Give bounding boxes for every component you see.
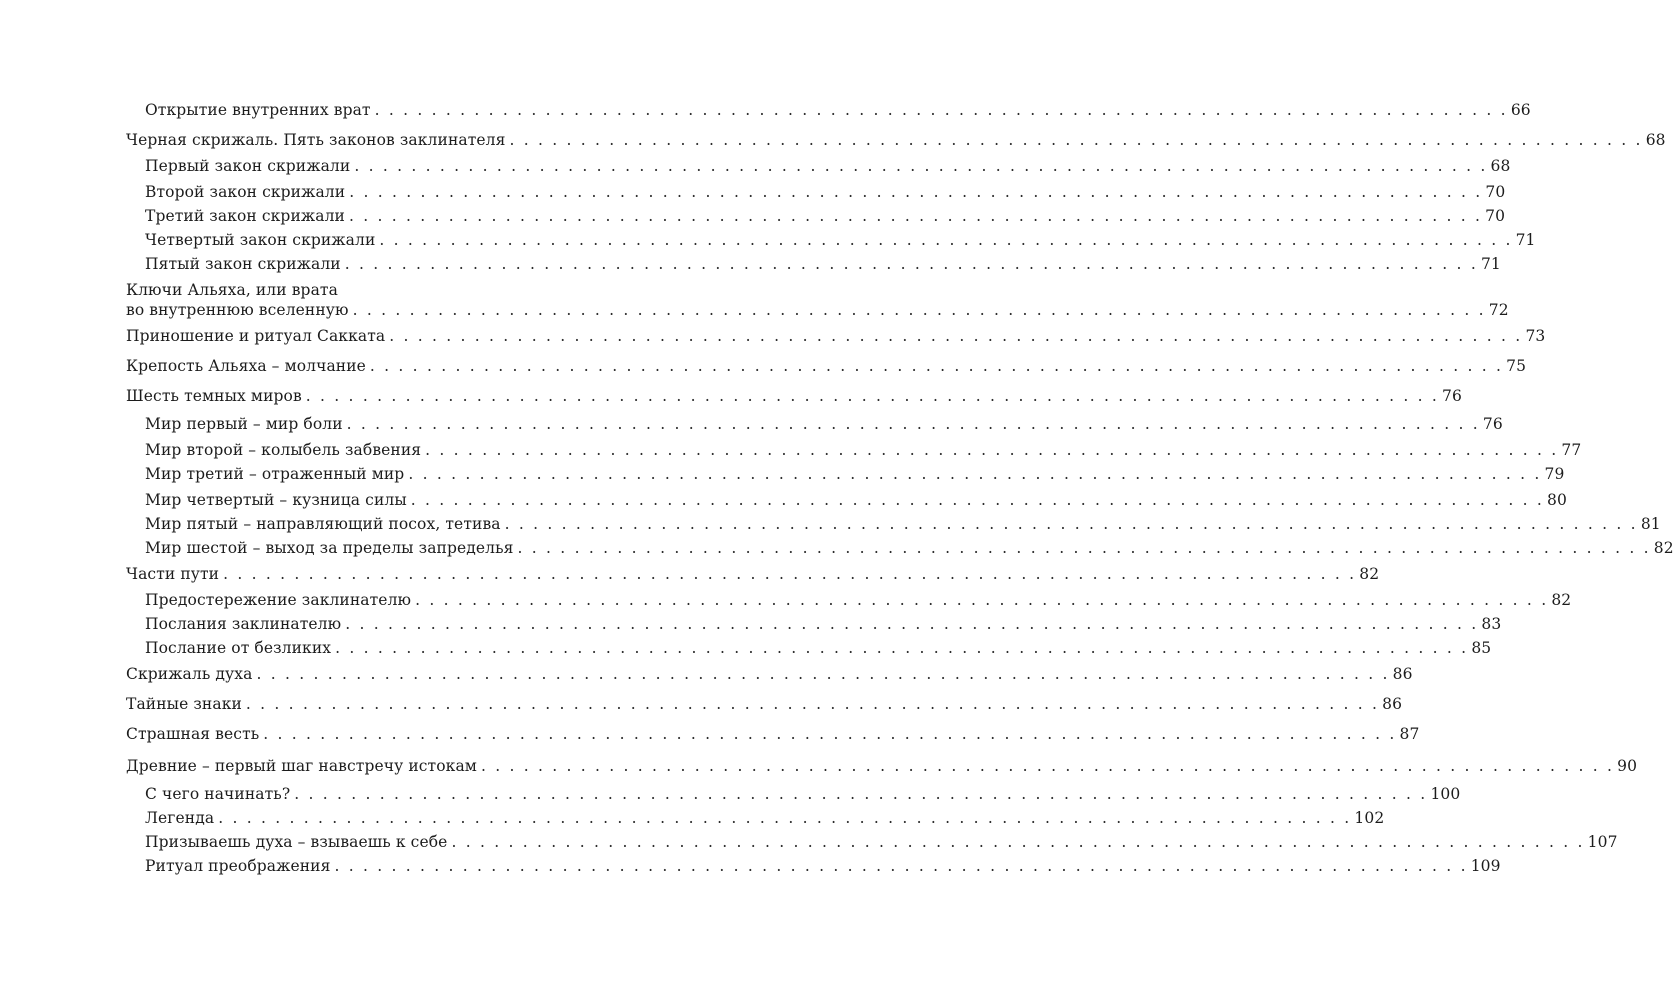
toc-page-number: 71 [1480, 255, 1501, 273]
toc-entry[interactable] [126, 276, 1509, 320]
dot-leader: . . . . . . . . . . . . . . . . . . . . . . . . . . . . . . . . . . . . . . . . . . . . . . . . . . . . . . . . . . . . . . . . . . . . . . . . . . . . . . . . [305, 387, 1439, 405]
toc-entry-title: Приношение и ритуал Сакката [126, 327, 386, 345]
dot-leader: . . . . . . . . . . . . . . . . . . . . . . . . . . . . . . . . . . . . . . . . . . . . . . . . . . . . . . . . . . . . . . . . . . . . . . . . . . . . . . . . [263, 725, 1397, 743]
dot-leader: . . . . . . . . . . . . . . . . . . . . . . . . . . . . . . . . . . . . . . . . . . . . . . . . . . . . . . . . . . . . . . . . . . . . . . . . . . . . . . . . [335, 639, 1469, 657]
toc-entry[interactable] [145, 96, 1531, 120]
toc-entry-title: Скрижаль духа [126, 665, 253, 683]
toc-entry-title: Черная скрижаль. Пять законов заклинателя [126, 131, 506, 149]
toc-page-number: 79 [1544, 465, 1565, 483]
toc-entry-title: Послания заклинателю [145, 615, 342, 633]
toc-entry-title: Мир первый – мир боли [145, 415, 343, 433]
toc-page-number: 66 [1510, 101, 1531, 119]
toc-page-number: 72 [1488, 301, 1509, 319]
toc-entry-title: Части пути [126, 565, 220, 583]
toc-entry-title: Крепость Альяха – молчание [126, 357, 366, 375]
dot-leader: . . . . . . . . . . . . . . . . . . . . . . . . . . . . . . . . . . . . . . . . . . . . . . . . . . . . . . . . . . . . . . . . . . . . . . . . . . . . . . . . [344, 255, 1478, 273]
toc-page-number: 82 [1359, 565, 1380, 583]
toc-page-number: 86 [1392, 665, 1413, 683]
toc-entry[interactable] [145, 804, 1385, 828]
toc-page-number: 71 [1515, 231, 1536, 249]
toc-entry[interactable] [145, 226, 1536, 250]
toc-entry[interactable] [145, 586, 1572, 610]
toc-entry-title: Предостережение заклинателю [145, 591, 412, 609]
toc-entry-title: Мир пятый – направляющий посох, тетива [145, 515, 501, 533]
toc-entry-title: Четвертый закон скрижали [145, 231, 376, 249]
dot-leader: . . . . . . . . . . . . . . . . . . . . . . . . . . . . . . . . . . . . . . . . . . . . . . . . . . . . . . . . . . . . . . . . . . . . . . . . . . . . . . . . [346, 415, 1480, 433]
dot-leader: . . . . . . . . . . . . . . . . . . . . . . . . . . . . . . . . . . . . . . . . . . . . . . . . . . . . . . . . . . . . . . . . . . . . . . . . . . . . . . . . [517, 539, 1651, 557]
toc-page-number: 75 [1506, 357, 1527, 375]
toc-entry-title: Шесть темных миров [126, 387, 302, 405]
toc-entry-title: Ритуал преображения [145, 857, 331, 875]
dot-leader: . . . . . . . . . . . . . . . . . . . . . . . . . . . . . . . . . . . . . . . . . . . . . . . . . . . . . . . . . . . . . . . . . . . . . . . . . . . . . . . . [218, 809, 1352, 827]
toc-page-number: 87 [1399, 725, 1420, 743]
dot-leader: . . . . . . . . . . . . . . . . . . . . . . . . . . . . . . . . . . . . . . . . . . . . . . . . . . . . . . . . . . . . . . . . . . . . . . . . . . . . . . . . [451, 833, 1585, 851]
dot-leader: . . . . . . . . . . . . . . . . . . . . . . . . . . . . . . . . . . . . . . . . . . . . . . . . . . . . . . . . . . . . . . . . . . . . . . . . . . . . . . . . [410, 491, 1544, 509]
dot-leader: . . . . . . . . . . . . . . . . . . . . . . . . . . . . . . . . . . . . . . . . . . . . . . . . . . . . . . . . . . . . . . . . . . . . . . . . . . . . . . . . [348, 207, 1483, 225]
dot-leader: . . . . . . . . . . . . . . . . . . . . . . . . . . . . . . . . . . . . . . . . . . . . . . . . . . . . . . . . . . . . . . . . . . . . . . . . . . . . . . . . [245, 695, 1380, 713]
toc-entry-title: Пятый закон скрижали [145, 255, 341, 273]
dot-leader: . . . . . . . . . . . . . . . . . . . . . . . . . . . . . . . . . . . . . . . . . . . . . . . . . . . . . . . . . . . . . . . . . . . . . . . . . . . . . . . . [408, 465, 1542, 483]
toc-page-number: 85 [1471, 639, 1492, 657]
toc-entry[interactable] [126, 660, 1413, 684]
toc-page-number: 102 [1354, 809, 1385, 827]
toc-entry-title: Послание от безликих [145, 639, 332, 657]
toc-page-number: 70 [1485, 183, 1506, 201]
toc-entry[interactable] [145, 178, 1506, 202]
toc-entry[interactable] [145, 410, 1503, 434]
toc-entry[interactable] [126, 690, 1403, 714]
dot-leader: . . . . . . . . . . . . . . . . . . . . . . . . . . . . . . . . . . . . . . . . . . . . . . . . . . . . . . . . . . . . . . . . . . . . . . . . . . . . . . . . [223, 565, 1357, 583]
toc-page-number: 77 [1561, 441, 1582, 459]
dot-leader: . . . . . . . . . . . . . . . . . . . . . . . . . . . . . . . . . . . . . . . . . . . . . . . . . . . . . . . . . . . . . . . . . . . . . . . . . . . . . . . . [504, 515, 1638, 533]
toc-entry-title: Первый закон скрижали [145, 157, 351, 175]
toc-entry[interactable] [145, 460, 1565, 484]
dot-leader: . . . . . . . . . . . . . . . . . . . . . . . . . . . . . . . . . . . . . . . . . . . . . . . . . . . . . . . . . . . . . . . . . . . . . . . . . . . . . . . . [374, 101, 1508, 119]
dot-leader: . . . . . . . . . . . . . . . . . . . . . . . . . . . . . . . . . . . . . . . . . . . . . . . . . . . . . . . . . . . . . . . . . . . . . . . . . . . . . . . . [256, 665, 1390, 683]
toc-entry-title [126, 280, 349, 320]
dot-leader: . . . . . . . . . . . . . . . . . . . . . . . . . . . . . . . . . . . . . . . . . . . . . . . . . . . . . . . . . . . . . . . . . . . . . . . . . . . . . . . . [379, 231, 1513, 249]
dot-leader: . . . . . . . . . . . . . . . . . . . . . . . . . . . . . . . . . . . . . . . . . . . . . . . . . . . . . . . . . . . . . . . . . . . . . . . . . . . . . . . . [425, 441, 1559, 459]
toc-entry[interactable] [145, 152, 1511, 176]
toc-entry[interactable] [145, 852, 1501, 876]
toc-entry[interactable] [126, 126, 1666, 150]
dot-leader: . . . . . . . . . . . . . . . . . . . . . . . . . . . . . . . . . . . . . . . . . . . . . . . . . . . . . . . . . . . . . . . . . . . . . . . . . . . . . . . . [354, 157, 1488, 175]
toc-entry-title: Мир второй – колыбель забвения [145, 441, 422, 459]
toc-entry[interactable] [126, 752, 1638, 776]
toc-entry[interactable] [145, 510, 1661, 534]
toc-page-number: 73 [1525, 327, 1546, 345]
toc-page-number: 82 [1551, 591, 1572, 609]
toc-entry-title: Страшная весть [126, 725, 260, 743]
toc-entry-title: С чего начинать? [145, 785, 291, 803]
dot-leader: . . . . . . . . . . . . . . . . . . . . . . . . . . . . . . . . . . . . . . . . . . . . . . . . . . . . . . . . . . . . . . . . . . . . . . . . . . . . . . . . [294, 785, 1428, 803]
toc-entry[interactable] [145, 610, 1502, 634]
toc-entry-title: Мир шестой – выход за пределы запределья [145, 539, 514, 557]
toc-page-number: 76 [1442, 387, 1462, 405]
dot-leader: . . . . . . . . . . . . . . . . . . . . . . . . . . . . . . . . . . . . . . . . . . . . . . . . . . . . . . . . . . . . . . . . . . . . . . . . . . . . . . . . [334, 857, 1468, 875]
toc-entry[interactable] [145, 202, 1506, 226]
toc-entry-title: Легенда [145, 809, 215, 827]
toc-page-number: 109 [1470, 857, 1501, 875]
dot-leader: . . . . . . . . . . . . . . . . . . . . . . . . . . . . . . . . . . . . . . . . . . . . . . . . . . . . . . . . . . . . . . . . . . . . . . . . . . . . . . . . [509, 131, 1643, 149]
toc-page-number: 81 [1640, 515, 1661, 533]
toc-entry-title-line-2: во внутреннюю вселенную [126, 301, 349, 319]
dot-leader: . . . . . . . . . . . . . . . . . . . . . . . . . . . . . . . . . . . . . . . . . . . . . . . . . . . . . . . . . . . . . . . . . . . . . . . . . . . . . . . . [352, 301, 1486, 319]
toc-entry[interactable] [145, 486, 1567, 510]
toc-page-number: 68 [1490, 157, 1511, 175]
toc-entry-title: Открытие внутренних врат [145, 101, 371, 119]
toc-entry[interactable] [126, 560, 1380, 584]
toc-page-number: 107 [1587, 833, 1618, 851]
toc-entry[interactable] [145, 250, 1501, 274]
toc-page-number: 70 [1485, 207, 1506, 225]
toc-entry-title: Призываешь духа – взываешь к себе [145, 833, 448, 851]
toc-entry[interactable] [145, 780, 1461, 804]
toc-entry-title-line-1: Ключи Альяха, или врата [126, 281, 338, 299]
toc-page-number: 86 [1382, 695, 1403, 713]
toc-entry[interactable] [126, 352, 1527, 376]
dot-leader: . . . . . . . . . . . . . . . . . . . . . . . . . . . . . . . . . . . . . . . . . . . . . . . . . . . . . . . . . . . . . . . . . . . . . . . . . . . . . . . . [345, 615, 1479, 633]
toc-page-number: 100 [1430, 785, 1461, 803]
toc-page-number: 76 [1482, 415, 1503, 433]
toc-page-number: 83 [1481, 615, 1502, 633]
toc-entry[interactable] [145, 634, 1492, 658]
toc-page-number: 68 [1645, 131, 1666, 149]
toc-entry[interactable] [145, 436, 1582, 460]
dot-leader: . . . . . . . . . . . . . . . . . . . . . . . . . . . . . . . . . . . . . . . . . . . . . . . . . . . . . . . . . . . . . . . . . . . . . . . . . . . . . . . . [389, 327, 1523, 345]
toc-entry[interactable] [126, 382, 1462, 406]
toc-page-number: 82 [1653, 539, 1674, 557]
dot-leader: . . . . . . . . . . . . . . . . . . . . . . . . . . . . . . . . . . . . . . . . . . . . . . . . . . . . . . . . . . . . . . . . . . . . . . . . . . . . . . . . [369, 357, 1504, 375]
toc-entry-title: Второй закон скрижали [145, 183, 346, 201]
toc-entry[interactable] [145, 534, 1674, 558]
toc-page-number: 80 [1546, 491, 1567, 509]
dot-leader: . . . . . . . . . . . . . . . . . . . . . . . . . . . . . . . . . . . . . . . . . . . . . . . . . . . . . . . . . . . . . . . . . . . . . . . . . . . . . . . . [480, 757, 1615, 775]
toc-entry[interactable] [126, 720, 1420, 744]
toc-entry-title: Тайные знаки [126, 695, 242, 713]
toc-entry-title: Мир четвертый – кузница силы [145, 491, 407, 509]
toc-entry-title: Мир третий – отраженный мир [145, 465, 405, 483]
toc-entry[interactable] [126, 322, 1546, 346]
dot-leader: . . . . . . . . . . . . . . . . . . . . . . . . . . . . . . . . . . . . . . . . . . . . . . . . . . . . . . . . . . . . . . . . . . . . . . . . . . . . . . . . [349, 183, 1483, 201]
dot-leader: . . . . . . . . . . . . . . . . . . . . . . . . . . . . . . . . . . . . . . . . . . . . . . . . . . . . . . . . . . . . . . . . . . . . . . . . . . . . . . . . [415, 591, 1549, 609]
toc-entry[interactable] [145, 828, 1618, 852]
toc-entry-title: Третий закон скрижали [145, 207, 345, 225]
toc-page-number: 90 [1617, 757, 1638, 775]
toc-entry-title: Древние – первый шаг навстречу истокам [126, 757, 477, 775]
